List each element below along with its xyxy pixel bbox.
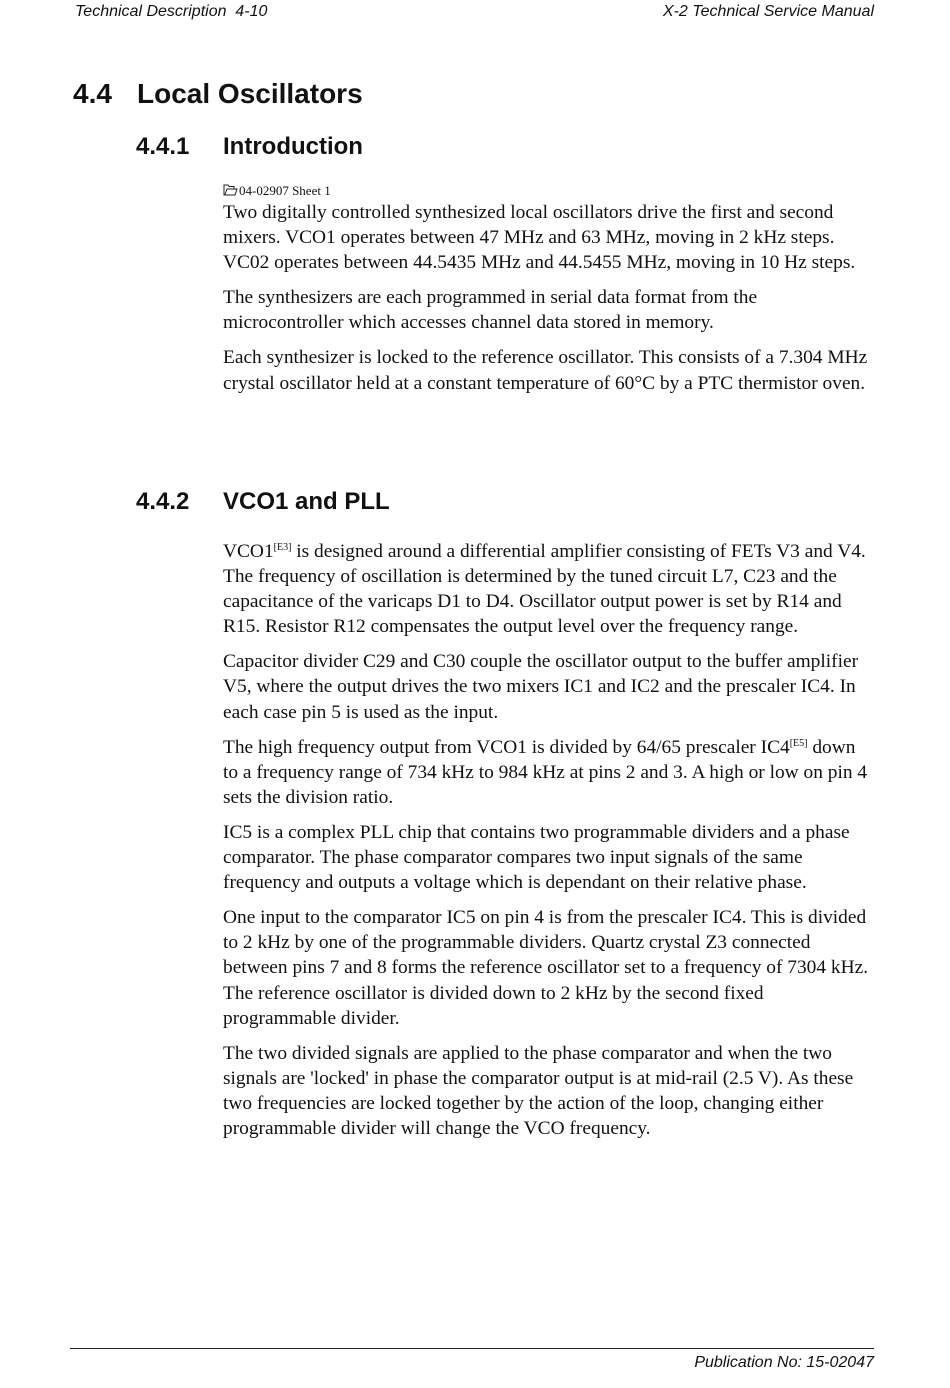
paragraph: Capacitor divider C29 and C30 couple the oscillator output to the buffer amplifier V5, where the output drives the two mixers IC1 and IC2 and the prescaler IC4. In each case pin 5 is used as the input.	[223, 651, 859, 723]
page-footer: Publication No: 15-02047	[694, 1354, 874, 1371]
page-header-right: X-2 Technical Service Manual	[662, 3, 874, 20]
section-heading	[73, 78, 363, 110]
vco1-pll-body	[223, 539, 873, 1151]
subsection-title: VCO1 and PLL	[223, 488, 390, 515]
paragraph: The two divided signals are applied to the phase comparator and when the two signals are 'locked' in phase the comparator output is at mid-rail (2.5 V). As these two frequencies are locked together by the action of the loop, changing either programmable divider will change the VCO frequency.	[223, 1042, 854, 1139]
paragraph: The synthesizers are each programmed in serial data format from the microcontroller which accesses channel data stored in memory.	[223, 287, 758, 334]
subsection-title: Introduction	[223, 133, 363, 160]
section-title: Local Oscillators	[137, 78, 363, 109]
section-number: 4.4	[73, 78, 112, 109]
paragraph-text: VCO1	[223, 541, 274, 562]
paragraph: One input to the comparator IC5 on pin 4 is from the prescaler IC4. This is divided to 2 kHz by one of the programmable dividers. Quartz crystal Z3 connected between pins 7 and 8 forms the reference oscillator set to a frequency of 7304 kHz. The reference oscillator is divided down to 2 kHz by the second fixed programmable divider.	[223, 907, 869, 1029]
introduction-body	[223, 200, 873, 406]
page-header-left: Technical Description 4-10	[75, 3, 268, 20]
paragraph: IC5 is a complex PLL chip that contains two programmable dividers and a phase comparator. The phase comparator compares two input signals of the same frequency and outputs a voltage which is dependant on their relative phase.	[223, 821, 850, 894]
schematic-reference: [E5]	[789, 737, 808, 749]
paragraph: Each synthesizer is locked to the reference oscillator. This consists of a 7.304 MHz crystal oscillator held at a constant temperature of 60°C by a PTC thermistor oven.	[223, 347, 868, 394]
paragraph	[223, 539, 873, 639]
paragraph-text: The high frequency output from VCO1 is divided by 64/65 prescaler IC4	[223, 736, 790, 758]
subsection-number: 4.4.1	[136, 133, 190, 160]
paragraph	[223, 735, 873, 810]
schematic-reference: [E3]	[273, 542, 292, 553]
footer-rule	[70, 1348, 874, 1349]
subsection-number: 4.4.2	[136, 488, 190, 515]
paragraph-text: is designed around a differential amplifier consisting of FETs V3 and V4. The frequency of oscillation is determined by the tuned circuit L7, C23 and the capacitance of the varicaps D1 to D4. Oscillator output power is set by R14 and R15. Resistor R12 compensates the output level over the frequency range.	[223, 541, 866, 638]
paragraph-text: down to a frequency range of 734 kHz to 984 kHz at pins 2 and 3. A high or low on pin 4 sets the division ratio.	[223, 736, 868, 808]
drawing-reference	[223, 183, 331, 200]
subsection-heading-vco1-pll	[136, 488, 390, 516]
folder-icon	[223, 184, 238, 200]
subsection-heading-introduction	[136, 133, 363, 161]
drawing-reference-text: 04-02907 Sheet 1	[239, 183, 331, 198]
paragraph: Two digitally controlled synthesized local oscillators drive the first and second mixers. VCO1 operates between 47 MHz and 63 MHz, moving in 2 kHz steps. VC02 operates between 44.5435 MHz and 44.5455 MHz, moving in 10 Hz steps.	[223, 202, 856, 274]
